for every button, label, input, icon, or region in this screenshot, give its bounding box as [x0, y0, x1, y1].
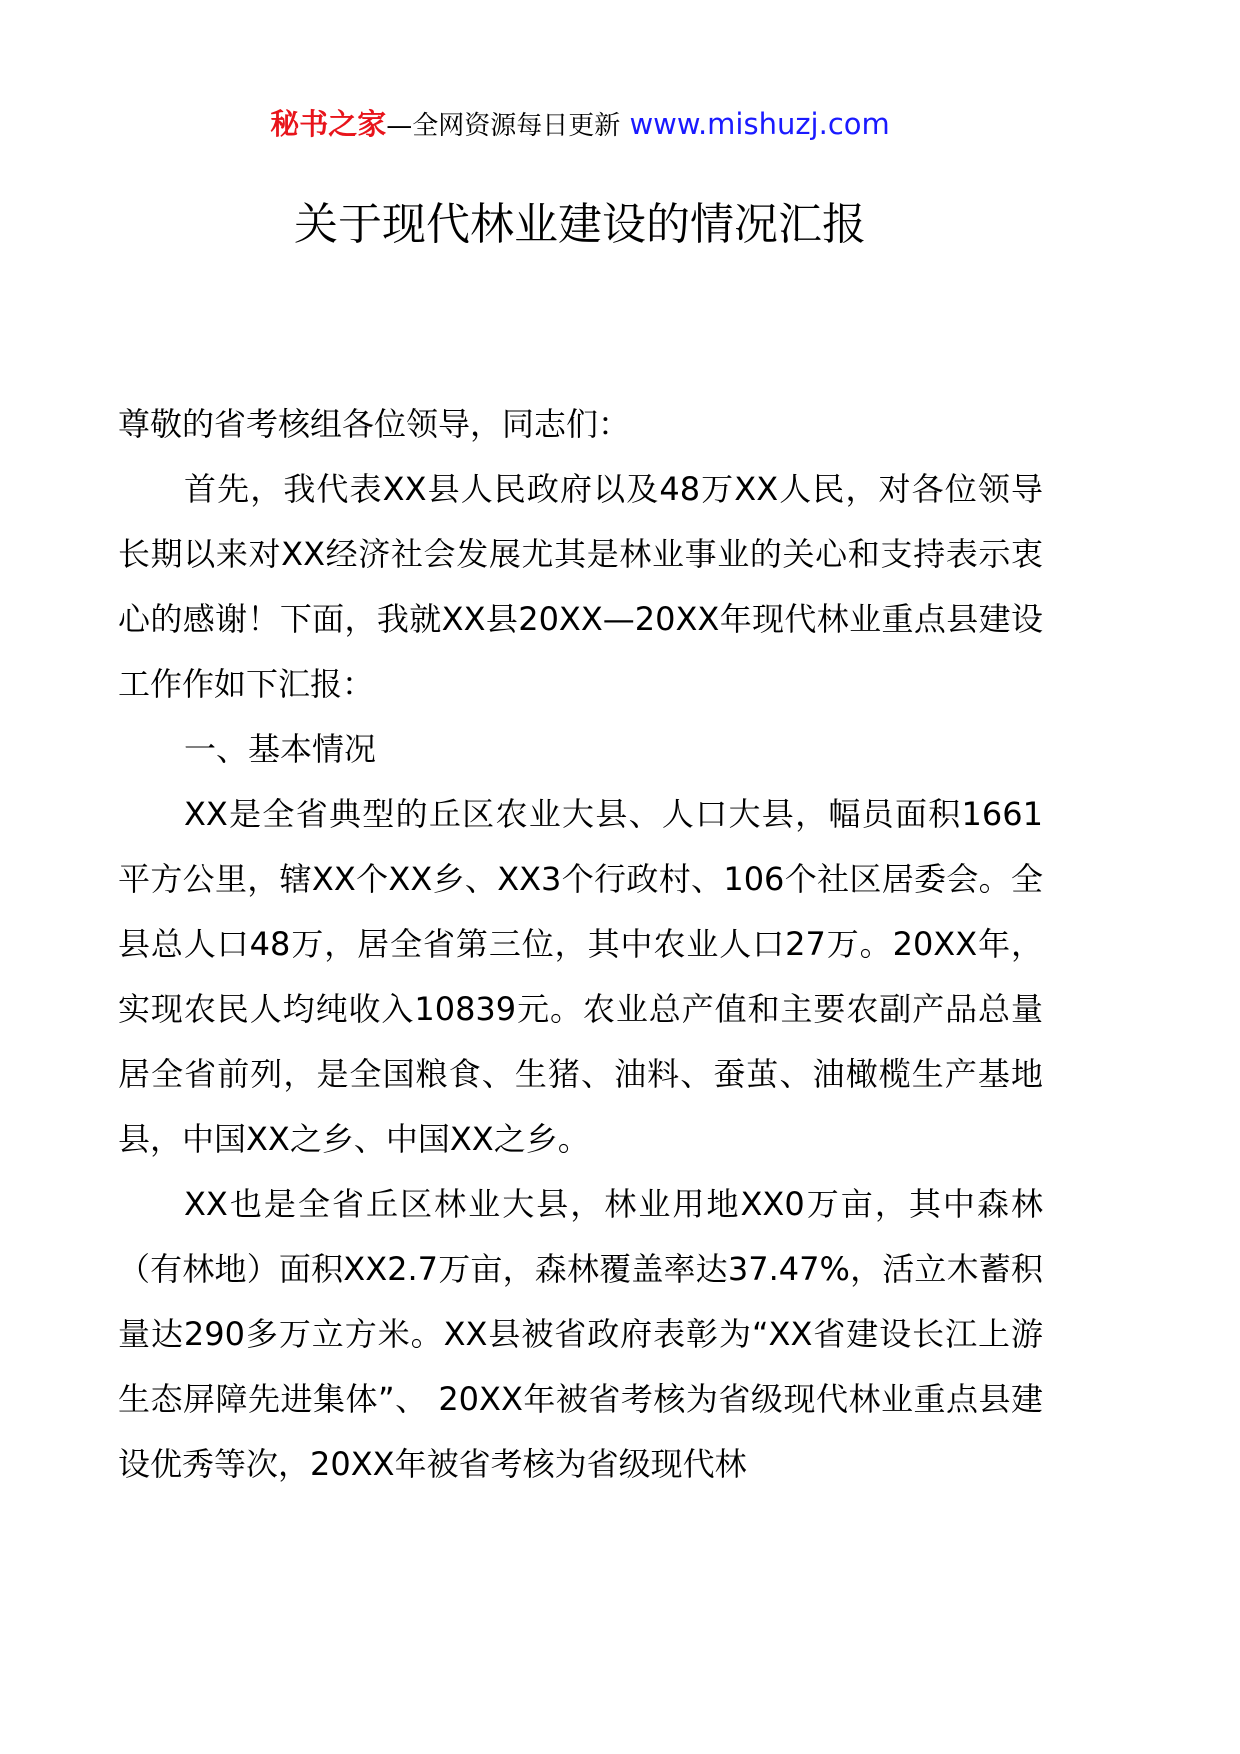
- document-body: [118, 392, 1043, 1497]
- site-url-link[interactable]: www.mishuzj.com: [629, 107, 890, 141]
- brand-name: 秘书之家: [270, 107, 387, 141]
- section-heading-basic-situation: 一、基本情况: [184, 730, 377, 768]
- header-tagline: —全网资源每日更新: [386, 111, 621, 141]
- salutation: 尊敬的省考核组各位领导，同志们：: [118, 405, 631, 443]
- site-header: [0, 104, 1160, 146]
- paragraph-forestry-overview: XX也是全省丘区林业大县，林业用地XX0万亩，其中森林（有林地）面积XX2.7万亩，森林覆盖率达37.47%，活立木蓄积量达290多万立方米。XX县被省政府表彰为“XX省建设长江上游生态屏障先进集体”、 20XX年被省考核为省级现代林业重点县建设优秀等次，20XX年被省考核为省级现代林: [118, 1185, 1043, 1483]
- document-title: 关于现代林业建设的情况汇报: [294, 199, 866, 250]
- paragraph-intro: 首先，我代表XX县人民政府以及48万XX人民，对各位领导长期以来对XX经济社会发展尤其是林业事业的关心和支持表示衷心的感谢！下面，我就XX县20XX—20XX年现代林业重点县建设工作作如下汇报：: [118, 470, 1043, 703]
- paragraph-county-overview: XX是全省典型的丘区农业大县、人口大县，幅员面积1661平方公里，辖XX个XX乡、XX3个行政村、106个社区居委会。全县总人口48万，居全省第三位，其中农业人口27万。20XX年，实现农民人均纯收入10839元。农业总产值和主要农副产品总量居全省前列，是全国粮食、生猪、油料、蚕茧、油橄榄生产基地县，中国XX之乡、中国XX之乡。: [118, 795, 1043, 1158]
